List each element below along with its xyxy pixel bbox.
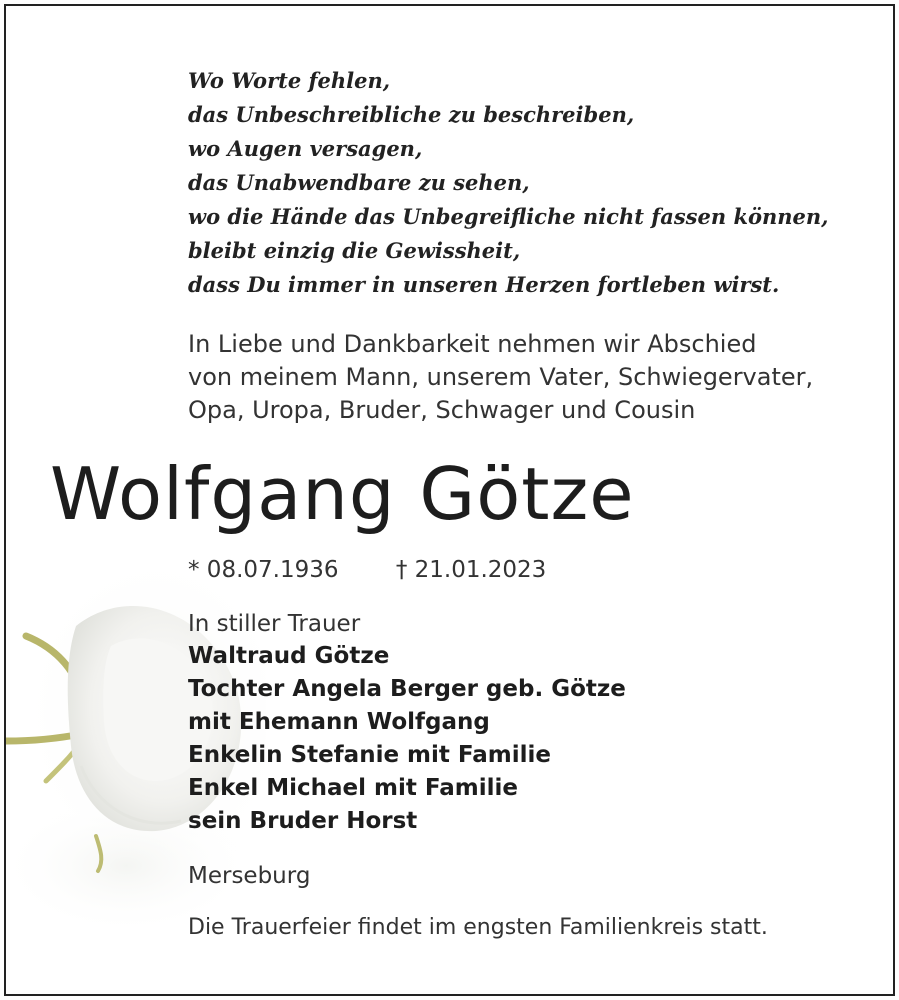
birth-date: * 08.07.1936: [188, 557, 339, 583]
mourner: sein Bruder Horst: [188, 808, 418, 834]
place: Merseburg: [188, 863, 311, 889]
mourner: mit Ehemann Wolfgang: [188, 709, 490, 735]
mourners-list: [188, 640, 626, 838]
mourner: Tochter Angela Berger geb. Götze: [188, 676, 626, 702]
poem-line: wo Augen versagen,: [188, 136, 423, 161]
mourner: Enkel Michael mit Familie: [188, 775, 518, 801]
funeral-note: Die Trauerfeier findet im engsten Familienkreis statt.: [188, 915, 768, 940]
mourner: Enkelin Stefanie mit Familie: [188, 742, 552, 768]
poem: [188, 64, 828, 302]
mourning-label: In stiller Trauer: [188, 611, 361, 637]
death-date: † 21.01.2023: [395, 557, 547, 583]
poem-line: das Unbeschreibliche zu beschreiben,: [188, 102, 635, 127]
obituary-notice: [4, 4, 895, 996]
mourner: Waltraud Götze: [188, 643, 390, 669]
poem-line: Wo Worte fehlen,: [188, 68, 391, 93]
poem-line: bleibt einzig die Gewissheit,: [188, 238, 521, 263]
intro-line: In Liebe und Dankbarkeit nehmen wir Abschied: [188, 330, 757, 358]
deceased-name: Wolfgang Götze: [50, 452, 635, 536]
poem-line: das Unabwendbare zu sehen,: [188, 170, 530, 195]
intro-line: Opa, Uropa, Bruder, Schwager und Cousin: [188, 396, 696, 424]
intro-line: von meinem Mann, unserem Vater, Schwiegervater,: [188, 363, 814, 391]
poem-line: dass Du immer in unseren Herzen fortleben wirst.: [188, 272, 780, 297]
life-dates: [188, 554, 546, 586]
farewell-intro: [188, 328, 813, 427]
poem-line: wo die Hände das Unbegreifliche nicht fassen können,: [188, 204, 829, 229]
